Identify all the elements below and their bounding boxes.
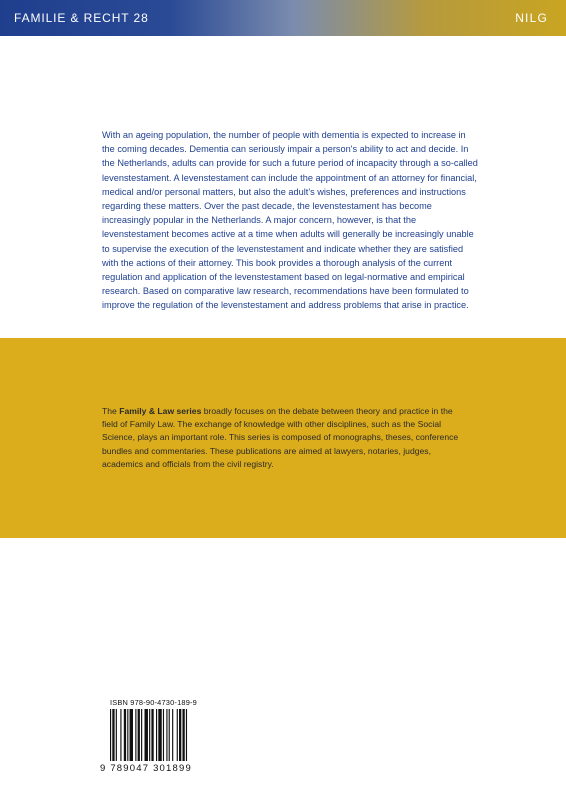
barcode-bar xyxy=(110,709,111,761)
series-header-bar xyxy=(0,0,566,36)
barcode-icon xyxy=(110,709,218,761)
series-title: FAMILIE & RECHT 28 xyxy=(14,11,149,25)
barcode-bar xyxy=(158,709,161,761)
barcode-bar xyxy=(151,709,153,761)
barcode-bar xyxy=(138,709,140,761)
barcode-bar xyxy=(166,709,167,761)
barcode-bar xyxy=(179,709,181,761)
barcode-bar xyxy=(169,709,170,761)
series-description xyxy=(102,405,462,471)
barcode-bar xyxy=(130,709,133,761)
barcode-bar xyxy=(172,709,173,761)
barcode-bar xyxy=(182,709,184,761)
barcode-bar xyxy=(145,709,148,761)
barcode-bar xyxy=(116,709,117,761)
isbn-label: ISBN 978-90-4730-189-9 xyxy=(110,698,197,707)
barcode-bar xyxy=(163,709,164,761)
barcode-bar xyxy=(149,709,150,761)
series-name: Family & Law series xyxy=(119,406,202,416)
series-intro: The xyxy=(102,406,120,416)
barcode-block xyxy=(100,698,224,778)
barcode-bar xyxy=(127,709,128,761)
barcode-digits: 9 789047 301899 xyxy=(100,763,192,774)
barcode-bar xyxy=(135,709,136,761)
barcode-bar xyxy=(124,709,126,761)
barcode-bar xyxy=(177,709,178,761)
barcode-bar xyxy=(112,709,114,761)
publisher-name: NILG xyxy=(515,11,548,25)
book-blurb: With an ageing population, the number of people with dementia is expected to increase in the coming decades. Dementia can seriously impair a person's ability to act and decide. In the Netherlands, adults can provide for such a future period of incapacity through a so-called levenstestament. A levenstestament can include the appointment of an attorney for financial, medical and/or personal matters, but also the adult's wishes, preferences and instructions regarding these matters. Over the past decade, the levenstestament has become increasingly popular in the Netherlands. A major concern, however, is that the levenstestament becomes active at a time when adults will generally be increasingly unable to supervise the execution of the levenstestament and indicate whether they are satisfied with the actions of their attorney. This book provides a thorough analysis of the current regulation and application of the levenstestament based on legal-normative and empirical research. Based on comparative law research, recommendations have been formulated to improve the regulation of the levenstestament and address problems that arise in practice. xyxy=(102,130,478,311)
barcode-bar xyxy=(120,709,121,761)
barcode-bar xyxy=(141,709,142,761)
barcode-bar xyxy=(156,709,157,761)
barcode-bar xyxy=(186,709,187,761)
series-body: broadly focuses on the debate between theory and practice in the field of Family Law. The exchange of knowledge with other disciplines, such as the Social Science, plays an important role. This series is composed of monographs, theses, conference bundles and commentaries. These publications are aimed at lawyers, notaries, judges, academics and officials from the civil registry. xyxy=(102,406,459,469)
